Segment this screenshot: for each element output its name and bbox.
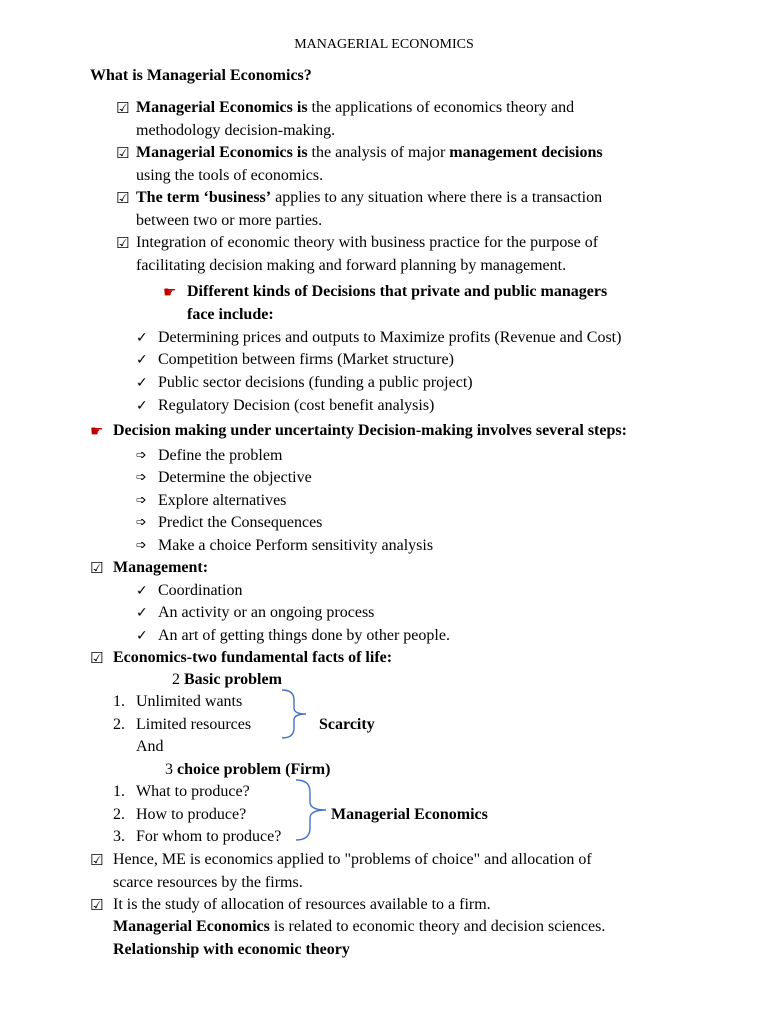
step-item: Define the problem [158,447,283,464]
check-icon: ✓ [136,375,148,391]
management-item: An art of getting things done by other people. [158,627,450,644]
choice-item: How to produce? [136,806,247,823]
checkbox-icon: ☑ [116,144,130,162]
basic-problem-label: 2 Basic problem [172,671,282,688]
section-heading: What is Managerial Economics? [90,67,312,84]
choice-problem-label: 3 choice problem (Firm) [165,761,331,778]
closing-item-1-line-2: scarce resources by the firms. [113,874,303,891]
intro-item-4: Integration of economic theory with business practice for the purpose of [136,234,599,251]
intro-item-1-line-2: methodology decision-making. [136,122,336,139]
intro-item-3: The term ‘business’ applies to any situation where there is a transaction [136,189,603,206]
checkbox-icon: ☑ [116,99,130,117]
checkbox-icon: ☑ [90,896,104,914]
basic-item: Unlimited wants [136,693,243,710]
check-icon: ✓ [136,352,148,368]
list-number: 2. [113,806,125,823]
intro-item-4-line-2: facilitating decision making and forward planning by management. [136,257,567,274]
check-icon: ✓ [136,628,148,644]
choice-item: For whom to produce? [136,828,282,845]
managerial-economics-label: Managerial Economics [331,806,488,823]
kinds-item: Competition between firms (Market structure) [158,351,454,368]
checkbox-icon: ☑ [116,189,130,207]
closing-item-1: Hence, ME is economics applied to "problems of choice" and allocation of [113,851,592,868]
checkbox-icon: ☑ [90,559,104,577]
check-icon: ✓ [136,330,148,346]
arrow-icon: ➩ [136,515,147,530]
choice-item: What to produce? [136,783,250,800]
step-item: Make a choice Perform sensitivity analysis [158,537,434,554]
checkbox-icon: ☑ [90,851,104,869]
basic-item: Limited resources [136,716,252,733]
kinds-heading: Different kinds of Decisions that private and public managers [187,283,608,300]
pointing-hand-icon: ☛ [90,422,104,440]
management-item: Coordination [158,582,243,599]
right-brace-icon [294,778,334,842]
list-number: 2. [113,716,125,733]
step-item: Explore alternatives [158,492,287,509]
intro-item-1: Managerial Economics is the applications of economics theory and [136,99,575,116]
page-title: MANAGERIAL ECONOMICS [294,37,474,52]
management-heading: Management: [113,559,209,576]
check-icon: ✓ [136,398,148,414]
closing-paragraph: Managerial Economics is related to economic theory and decision sciences. [113,918,606,935]
arrow-icon: ➩ [136,493,147,508]
relationship-heading: Relationship with economic theory [113,941,350,958]
check-icon: ✓ [136,605,148,621]
kinds-item: Regulatory Decision (cost benefit analysis) [158,397,435,414]
intro-item-2-line-2: using the tools of economics. [136,167,324,184]
intro-item-3-line-2: between two or more parties. [136,212,323,229]
list-number: 1. [113,693,125,710]
right-brace-icon [280,688,316,740]
kinds-heading-line-2: face include: [187,306,274,323]
and-label: And [136,738,164,755]
economics-heading: Economics-two fundamental facts of life: [113,649,393,666]
closing-item-2: It is the study of allocation of resources available to a firm. [113,896,491,913]
arrow-icon: ➩ [136,448,147,463]
step-item: Predict the Consequences [158,514,323,531]
pointing-hand-icon: ☛ [163,283,177,301]
step-item: Determine the objective [158,469,312,486]
list-number: 1. [113,783,125,800]
kinds-item: Determining prices and outputs to Maximize profits (Revenue and Cost) [158,329,622,346]
arrow-icon: ➩ [136,538,147,553]
steps-heading: Decision making under uncertainty Decision-making involves several steps: [113,422,627,439]
list-number: 3. [113,828,125,845]
checkbox-icon: ☑ [90,649,104,667]
checkbox-icon: ☑ [116,234,130,252]
scarcity-label: Scarcity [319,716,375,733]
management-item: An activity or an ongoing process [158,604,375,621]
intro-item-2: Managerial Economics is the analysis of major management decisions [136,144,603,161]
kinds-item: Public sector decisions (funding a public project) [158,374,473,391]
arrow-icon: ➩ [136,470,147,485]
check-icon: ✓ [136,583,148,599]
